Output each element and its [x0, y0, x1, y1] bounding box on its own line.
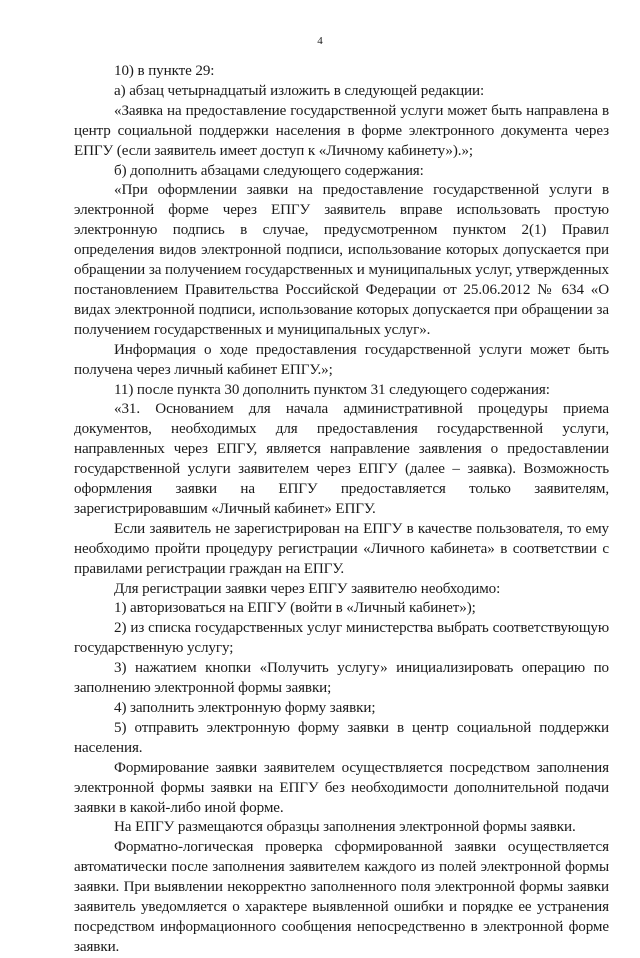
paragraph-item-11: 11) после пункта 30 дополнить пунктом 31 следующего содержания: [114, 381, 550, 398]
paragraph-subitem-a: а) абзац четырнадцатый изложить в следующей редакции: [114, 82, 485, 99]
list-item-step-2: 2) из списка государственных услуг министерства выбрать соответствующую государственную услугу; [74, 620, 609, 657]
list-item-step-4: 4) заполнить электронную форму заявки; [114, 700, 376, 716]
paragraph-not-registered: Если заявитель не зарегистрирован на ЕПГУ в качестве пользователя, то ему необходимо пройти процедуру регистрации «Личного кабинета» в соответствии с правилами регистрации граждан на ЕПГУ. [74, 520, 609, 577]
list-item-step-5: 5) отправить электронную форму заявки в центр социальной поддержки населения. [74, 719, 609, 756]
paragraph-progress-info: Информация о ходе предоставления государственной услуги может быть получена через личный кабинет ЕПГУ.»; [74, 341, 609, 378]
paragraph-registration-steps-intro: Для регистрации заявки через ЕПГУ заявителю необходимо: [114, 580, 501, 597]
list-item-step-3: 3) нажатием кнопки «Получить услугу» инициализировать операцию по заполнению электронной формы заявки; [74, 660, 609, 697]
paragraph-quote-application: «Заявка на предоставление государственной услуги может быть направлена в центр социальной поддержки населения в форме электронного документа через ЕПГУ (если заявитель имеет доступ к «Личному кабинету»).»; [74, 102, 609, 159]
paragraph-quote-signature: «При оформлении заявки на предоставление государственной услуги в электронной форме через ЕПГУ заявитель вправе использовать простую электронную подпись в случае, предусмотренном пунктом 2(1) Правил определения видов электронной подписи, использование которых допускается при обращении за получением государственных и муниципальных услуг, утвержденных постановлением Правительства Российской Федерации от 25.06.2012 № 634 «О видах электронной подписи, использование которых допускается при обращении за получением государственных и муниципальных услуг». [74, 182, 609, 338]
paragraph-format-check: Форматно-логическая проверка сформированной заявки осуществляется автоматически после заполнения заявителем каждого из полей электронной формы заявки. При выявлении некорректно заполненного поля электронной формы заявки заявитель уведомляется о характере выявленной ошибки и порядке ее устранения посредством информационного сообщения непосредственно в электронной форме заявки. [74, 839, 609, 955]
paragraph-samples: На ЕПГУ размещаются образцы заполнения электронной формы заявки. [114, 819, 576, 836]
paragraph-item-10: 10) в пункте 29: [114, 63, 215, 79]
paragraph-clause-31: «31. Основанием для начала административной процедуры приема документов, необходимых для предоставления государственной услуги, направленных через ЕПГУ, является направление заявления о предоставлении государственной услуги заявителем через ЕПГУ (далее – заявка). Возможность оформления заявки на ЕПГУ предоставляется только заявителям, зарегистрировавшим «Личный кабинет» ЕПГУ. [74, 401, 609, 517]
paragraph-application-forming: Формирование заявки заявителем осуществляется посредством заполнения электронной формы заявки на ЕПГУ без необходимости дополнительной подачи заявки в какой-либо иной форме. [74, 759, 609, 816]
page-number: 4 [317, 35, 323, 47]
list-item-step-1: 1) авторизоваться на ЕПГУ (войти в «Личный кабинет»); [114, 600, 476, 617]
paragraph-subitem-b: б) дополнить абзацами следующего содержания: [114, 162, 424, 179]
document-body [74, 62, 609, 958]
